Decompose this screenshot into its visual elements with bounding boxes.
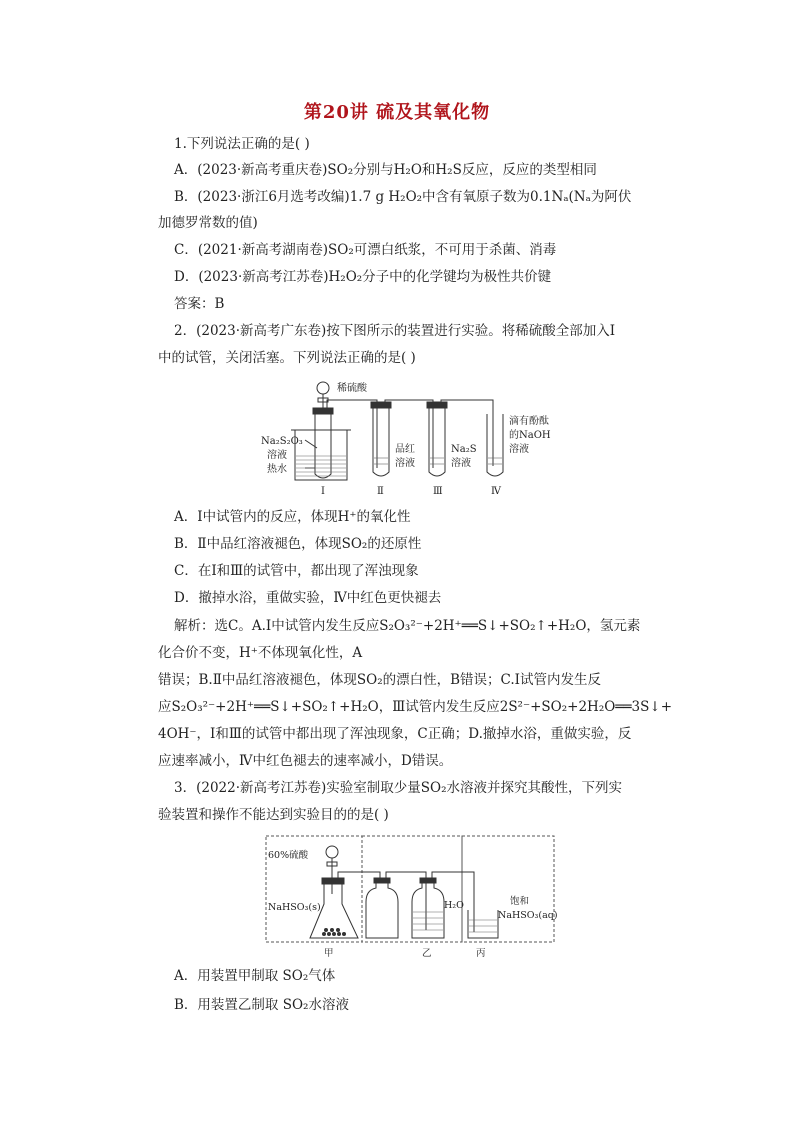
q2-option-b: B．Ⅱ中品红溶液褪色，体现SO₂的还原性	[174, 536, 422, 552]
q3-option-a: A．用装置甲制取 SO₂气体	[174, 968, 336, 984]
q2-explanation-3: 错误；B.Ⅱ中品红溶液褪色，体现SO₂的漂白性，B错误；C.Ⅰ试管内发生反	[158, 672, 602, 688]
label-phenolphthalein: 滴有酚酞	[509, 416, 549, 427]
q2-apparatus-figure	[255, 378, 555, 500]
label-apparatus-yi: 乙	[422, 948, 432, 959]
label-tube-2: Ⅱ	[377, 486, 384, 497]
label-60-sulfuric: 60%硫酸	[268, 850, 309, 861]
q2-explanation-2: 化合价不变，H⁺不体现氧化性，A	[158, 645, 363, 661]
q2-explanation-4: 应S₂O₃²⁻+2H⁺══S↓+SO₂↑+H₂O，Ⅲ试管内发生反应2S²⁻+SO₂+2H₂O══3S↓+	[158, 699, 673, 715]
q3-option-b: B．用装置乙制取 SO₂水溶液	[174, 997, 349, 1013]
q1-answer: 答案：B	[174, 296, 225, 312]
label-apparatus-jia: 甲	[324, 948, 334, 959]
label-tube-4: Ⅳ	[491, 486, 501, 497]
label-naoh-sol: 溶液	[509, 444, 529, 455]
label-water: H₂O	[444, 900, 464, 911]
label-pink-red-sol: 溶液	[395, 458, 415, 469]
label-na2s2o3: Na₂S₂O₃	[261, 436, 303, 447]
q2-explanation-1: 解析：选C。A.Ⅰ中试管内发生反应S₂O₃²⁻+2H⁺══S↓+SO₂↑+H₂O，氢元素	[174, 618, 641, 634]
q3-stem-cont: 验装置和操作不能达到实验目的的是( )	[158, 807, 389, 823]
q1-option-b: B．(2023·浙江6月选考改编)1.7 g H₂O₂中含有氧原子数为0.1Nₐ(Nₐ为阿伏	[174, 189, 632, 205]
label-tube-3: Ⅲ	[433, 486, 443, 497]
q2-option-a: A．Ⅰ中试管内的反应，体现H⁺的氧化性	[174, 509, 411, 525]
label-nahso3-solid: NaHSO₃(s)	[268, 902, 321, 913]
q2-stem: 2．(2023·新高考广东卷)按下图所示的装置进行实验。将稀硫酸全部加入Ⅰ	[174, 323, 616, 339]
label-nahso3-aq: NaHSO₃(aq)	[498, 910, 558, 921]
page-title: 第20讲 硫及其氧化物	[303, 102, 491, 123]
q2-stem-cont: 中的试管，关闭活塞。下列说法正确的是( )	[158, 350, 416, 366]
label-pink-red: 品红	[395, 444, 415, 455]
label-na2s2o3-sol: 溶液	[267, 450, 287, 461]
label-hot-water: 热水	[267, 464, 287, 475]
label-dilute-acid: 稀硫酸	[337, 383, 367, 394]
label-apparatus-bing: 丙	[476, 948, 486, 959]
q1-option-c: C．(2021·新高考湖南卷)SO₂可漂白纸浆，不可用于杀菌、消毒	[174, 242, 557, 258]
q2-option-d: D．撤掉水浴，重做实验，Ⅳ中红色更快褪去	[174, 590, 442, 606]
label-tube-1: Ⅰ	[321, 486, 325, 497]
q1-option-d: D．(2023·新高考江苏卷)H₂O₂分子中的化学键均为极性共价键	[174, 269, 552, 285]
q3-stem: 3．(2022·新高考江苏卷)实验室制取少量SO₂水溶液并探究其酸性，下列实	[174, 780, 622, 796]
label-naoh: 的NaOH	[509, 430, 551, 441]
label-na2s-sol: 溶液	[451, 458, 471, 469]
q2-explanation-5: 4OH⁻，Ⅰ和Ⅲ的试管中都出现了浑浊现象，C正确；D.撤掉水浴，重做实验，反	[158, 726, 632, 742]
q1-option-a: A．(2023·新高考重庆卷)SO₂分别与H₂O和H₂S反应，反应的类型相同	[174, 162, 597, 178]
q3-apparatus-figure	[262, 834, 558, 960]
label-saturated: 饱和	[510, 896, 530, 907]
q1-option-b-cont: 加德罗常数的值)	[158, 215, 258, 231]
q2-explanation-6: 应速率减小，Ⅳ中红色褪去的速率减小，D错误。	[158, 753, 453, 769]
q2-option-c: C．在Ⅰ和Ⅲ的试管中，都出现了浑浊现象	[174, 563, 419, 579]
label-na2s: Na₂S	[451, 444, 477, 455]
q1-stem: 1.下列说法正确的是( )	[174, 136, 310, 152]
